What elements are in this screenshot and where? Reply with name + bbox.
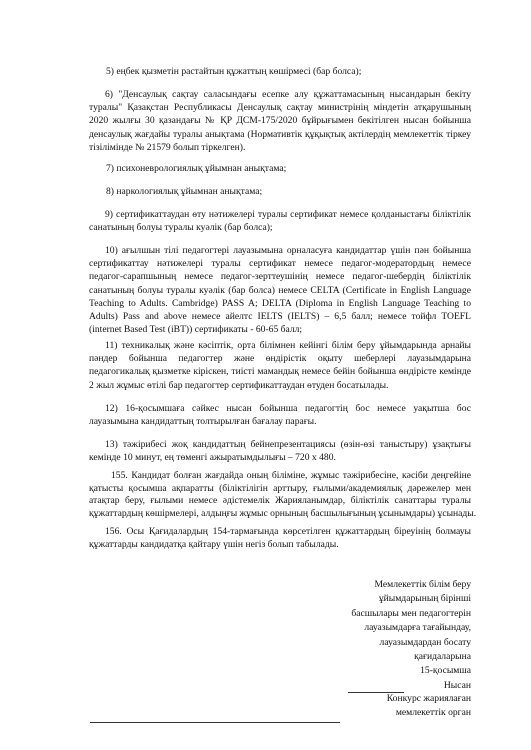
text-line: (internet Based Test (iBT)) сертификаты - 60-65 балл; — [89, 324, 303, 336]
text-line: лауазымына кандидаттың толтырылған бағалау парағы. — [89, 416, 317, 428]
text-line: 155. Кандидат болған жағдайда оның біліміне, жұмыс тәжірибесіне, кәсіби деңгейіне — [111, 470, 471, 481]
text-line: 13) тәжірибесі жоқ кандидаттың бейнепрезентациясы (өзін-өзі таныстыру) ұзақтығы — [105, 439, 471, 450]
text-line: сертификаттау нәтижелері туралы сертификат немесе педагог-модератордың немесе — [89, 258, 471, 270]
text-line: лауазымдарға тағайындау, — [364, 622, 471, 634]
text-line: құжаттардың көшірмелері, алдыңғы жұмыс орнының басшылығының ұсынымдары) ұсынады. — [89, 507, 477, 519]
paragraph-item-5 — [106, 65, 488, 78]
text-line: 15-қосымша — [420, 665, 471, 677]
bottom-divider — [90, 722, 340, 723]
text-line: мемлекеттік орган — [395, 707, 471, 719]
text-line: Мемлекеттік білім беру — [374, 579, 471, 590]
text-line: қағидаларына — [414, 651, 471, 663]
paragraph-item-7 — [106, 162, 488, 175]
paragraph-item-11 — [89, 339, 471, 392]
text-line: Конкурс жариялаған — [386, 693, 471, 704]
text-line: туралы" Қазақстан Республикасы Денсаулық сақтау министрінің міндетін атқарушының — [89, 102, 471, 114]
text-line: пәндер бойынша педагогтер және өндірістік оқыту шеберлері лауазымдарына — [89, 353, 471, 365]
text-line: педагогикалық қызметке кіріскен, тиісті мамандық немесе бейін бойынша өндірісте кемінде — [89, 366, 471, 378]
text-line: басшылары мен педагогтерін — [351, 607, 471, 619]
text-line: 6) "Денсаулық сақтау саласындағы есепке алу құжаттамасының нысандарын бекіту — [105, 89, 471, 100]
text-line: педагог-сарапшының немесе педагог-зерттеушінің немесе педагог-шебердің біліктілік — [89, 271, 471, 283]
text-line: Teaching to Adults. Cambridge) PASS A; DELTA (Diploma in English Language Teaching to — [89, 297, 471, 309]
text-line: 11) техникалық және кәсіптік, орта білімнен кейінгі білім беру ұйымдарында арнайы — [105, 340, 471, 351]
text-line: 5) еңбек қызметін растайтын құжаттың көшірмесі (бар болса); — [106, 66, 362, 77]
text-line: 7) психоневрологиялық ұйымнан анықтама; — [106, 163, 287, 174]
text-line: 2 жыл жұмыс өтілі бар педагогтер сертификаттаудан өтуден босатылады. — [89, 379, 389, 391]
text-line: Adults) Pass and above немесе айелтс IELTS (IELTS) – 6,5 балл; немесе тойфл TOEFL — [89, 311, 471, 323]
text-line: құжаттарды кандидатқа қайтару үшін негіз болып табылады. — [89, 539, 339, 551]
text-line: лауазымдардан босату — [379, 636, 471, 648]
appendix-note — [271, 578, 471, 693]
text-line: 156. Осы Қағидалардың 154-тармағында көрсетілген құжаттардың біреуінің болмауы — [105, 526, 471, 537]
text-line: санатының болуы туралы куәлік (бар болса) немесе CELTA (Certificate in English Language — [89, 284, 471, 296]
paragraph-item-8 — [106, 185, 488, 198]
text-line: 10) ағылшын тілі педагогтері лауазымына орналасуға кандидаттар үшін пән бойынша — [105, 245, 471, 256]
text-line: денсаулық жағдайы туралы анықтама (Нормативтік құқықтық актілердің мемлекеттік тіркеу — [89, 128, 471, 140]
text-line: 12) 16-қосымшаға сәйкес нысан бойынша педагогтің бос немесе уақытша бос — [105, 403, 471, 414]
paragraph-item-6 — [89, 88, 471, 154]
form-caption — [271, 692, 471, 721]
text-line: 8) наркологиялық ұйымнан анықтама; — [106, 186, 263, 197]
paragraph-item-155 — [89, 470, 477, 520]
paragraph-item-156 — [89, 525, 471, 551]
text-line: санатының болуы туралы куәлік (бар болса); — [89, 222, 273, 234]
paragraph-item-12 — [89, 402, 471, 428]
paragraph-item-10 — [89, 244, 471, 336]
text-line: атақтар беру, ғылыми немесе әдістемелік Жарияланымдар, біліктілік санаттары туралы — [89, 495, 471, 507]
text-line: 9) сертификаттаудан өту нәтижелері туралы сертификат немесе қолданыстағы біліктілік — [105, 209, 471, 220]
paragraph-item-13 — [89, 438, 471, 464]
text-line: ұйымдарының бірінші — [378, 593, 471, 605]
text-line: кемінде 10 минут, ең төменгі ажыратымдылығы – 720 x 480. — [89, 452, 336, 464]
text-line: 2020 жылғы 30 қазандағы № ҚР ДСМ-175/2020 бұйрығымен бекітілген нысан бойынша — [89, 115, 471, 127]
text-line: қатысты қосымша ақпаратты (біліктілігін арттыру, ғылыми/академиялық дәрежелер мен — [89, 482, 471, 494]
text-line: тізілімінде № 21579 болып тіркелген). — [89, 141, 246, 153]
text-line: Нысан — [443, 679, 471, 691]
paragraph-item-9 — [89, 208, 471, 234]
